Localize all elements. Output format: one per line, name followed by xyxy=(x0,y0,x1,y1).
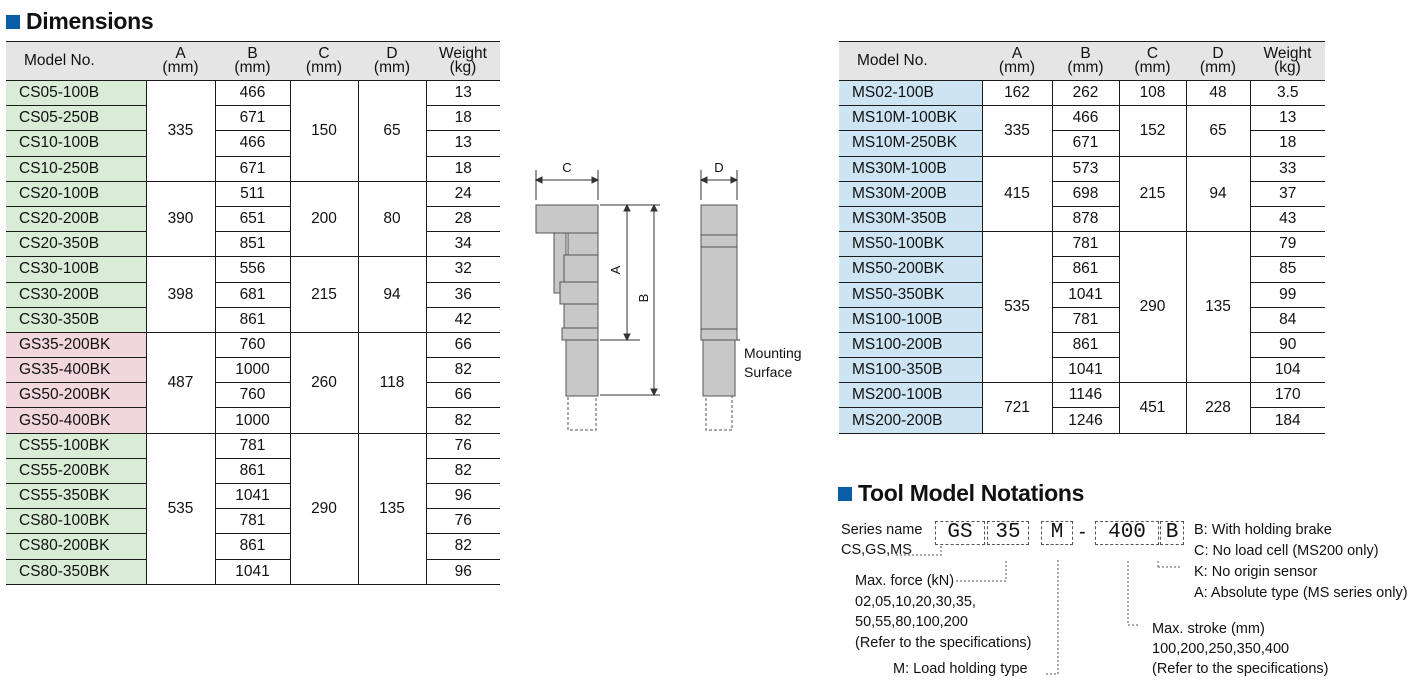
model-cell: MS50-100BK xyxy=(839,232,982,257)
title-square-icon xyxy=(838,487,852,501)
b-cell: 671 xyxy=(215,106,290,131)
left-dimensions-table xyxy=(6,41,500,585)
c-cell: 215 xyxy=(1119,156,1186,232)
table-row xyxy=(839,181,1325,206)
right-dimensions-table xyxy=(839,41,1325,434)
notation-title: Tool Model Notations xyxy=(838,480,1084,507)
weight-cell: 18 xyxy=(426,156,500,181)
b-cell: 1041 xyxy=(215,559,290,584)
b-cell: 466 xyxy=(215,131,290,156)
b-cell: 861 xyxy=(1052,332,1119,357)
table-row xyxy=(839,232,1325,257)
b-cell: 760 xyxy=(215,332,290,357)
table-row xyxy=(839,358,1325,383)
model-cell: MS50-350BK xyxy=(839,282,982,307)
diagram-mounting-label: Mounting xyxy=(744,345,802,361)
notation-box-type: M xyxy=(1041,521,1073,545)
weight-cell: 76 xyxy=(426,433,500,458)
model-cell: MS200-200B xyxy=(839,408,982,433)
model-cell: CS80-100BK xyxy=(6,509,146,534)
table-row xyxy=(839,257,1325,282)
a-cell: 162 xyxy=(982,81,1052,106)
table-row xyxy=(6,106,500,131)
d-cell: 80 xyxy=(358,181,426,257)
weight-cell: 82 xyxy=(426,358,500,383)
model-cell: MS10M-250BK xyxy=(839,131,982,156)
b-cell: 698 xyxy=(1052,181,1119,206)
header-c: C (mm) xyxy=(290,42,358,81)
weight-cell: 18 xyxy=(426,106,500,131)
model-cell: CS10-250B xyxy=(6,156,146,181)
model-cell: MS100-200B xyxy=(839,332,982,357)
c-cell: 215 xyxy=(290,257,358,333)
dimensions-title: Dimensions xyxy=(6,8,153,35)
table-row xyxy=(6,257,500,282)
weight-cell: 104 xyxy=(1250,358,1325,383)
d-cell: 228 xyxy=(1186,383,1250,433)
model-cell: CS80-200BK xyxy=(6,534,146,559)
a-cell: 335 xyxy=(982,106,1052,156)
notation-box-stroke: 400 xyxy=(1095,521,1159,545)
option-c: C: No load cell (MS200 only) xyxy=(1194,543,1379,559)
b-cell: 1000 xyxy=(215,408,290,433)
model-cell: MS50-200BK xyxy=(839,257,982,282)
weight-cell: 82 xyxy=(426,458,500,483)
model-cell: MS30M-350B xyxy=(839,206,982,231)
weight-cell: 170 xyxy=(1250,383,1325,408)
header-a: A (mm) xyxy=(982,42,1052,81)
c-cell: 260 xyxy=(290,332,358,433)
model-cell: CS10-100B xyxy=(6,131,146,156)
model-cell: CS80-350BK xyxy=(6,559,146,584)
b-cell: 1146 xyxy=(1052,383,1119,408)
b-cell: 781 xyxy=(215,433,290,458)
b-cell: 556 xyxy=(215,257,290,282)
diagram-label-c: C xyxy=(562,160,572,175)
b-cell: 1246 xyxy=(1052,408,1119,433)
table-row xyxy=(6,181,500,206)
a-cell: 390 xyxy=(146,181,215,257)
b-cell: 878 xyxy=(1052,206,1119,231)
model-cell: MS200-100B xyxy=(839,383,982,408)
table-row xyxy=(6,332,500,357)
model-cell: CS55-350BK xyxy=(6,484,146,509)
model-cell: MS30M-200B xyxy=(839,181,982,206)
model-cell: CS30-200B xyxy=(6,282,146,307)
option-b: B: With holding brake xyxy=(1194,522,1332,538)
b-cell: 511 xyxy=(215,181,290,206)
header-weight: Weight (kg) xyxy=(426,42,500,81)
a-cell: 721 xyxy=(982,383,1052,433)
table-row xyxy=(6,156,500,181)
stroke-ref: (Refer to the specifications) xyxy=(1152,661,1329,677)
table-row xyxy=(6,232,500,257)
model-cell: MS30M-100B xyxy=(839,156,982,181)
model-cell: CS30-350B xyxy=(6,307,146,332)
table-row xyxy=(839,81,1325,106)
b-cell: 781 xyxy=(1052,232,1119,257)
weight-cell: 32 xyxy=(426,257,500,282)
table-row xyxy=(6,458,500,483)
header-d: D (mm) xyxy=(358,42,426,81)
model-cell: MS100-350B xyxy=(839,358,982,383)
option-k: K: No origin sensor xyxy=(1194,564,1318,580)
header-model: Model No. xyxy=(839,42,982,81)
stroke-values: 100,200,250,350,400 xyxy=(1152,641,1290,657)
b-cell: 861 xyxy=(215,307,290,332)
notation-box-option: B xyxy=(1160,521,1184,545)
c-cell: 290 xyxy=(290,433,358,584)
b-cell: 466 xyxy=(1052,106,1119,131)
weight-cell: 33 xyxy=(1250,156,1325,181)
weight-cell: 96 xyxy=(426,484,500,509)
b-cell: 671 xyxy=(1052,131,1119,156)
header-weight: Weight (kg) xyxy=(1250,42,1325,81)
weight-cell: 96 xyxy=(426,559,500,584)
force-values-1: 02,05,10,20,30,35, xyxy=(855,594,976,610)
b-cell: 861 xyxy=(1052,257,1119,282)
a-cell: 535 xyxy=(982,232,1052,383)
table-row xyxy=(6,433,500,458)
d-cell: 135 xyxy=(358,433,426,584)
b-cell: 851 xyxy=(215,232,290,257)
table-row xyxy=(839,131,1325,156)
diagram-surface-label: Surface xyxy=(744,364,793,380)
model-cell: CS20-100B xyxy=(6,181,146,206)
b-cell: 861 xyxy=(215,534,290,559)
weight-cell: 85 xyxy=(1250,257,1325,282)
weight-cell: 184 xyxy=(1250,408,1325,433)
d-cell: 94 xyxy=(1186,156,1250,232)
model-cell: GS50-200BK xyxy=(6,383,146,408)
a-cell: 487 xyxy=(146,332,215,433)
force-ref: (Refer to the specifications) xyxy=(855,635,1032,651)
table-row xyxy=(839,206,1325,231)
b-cell: 466 xyxy=(215,81,290,106)
notation-box-force: 35 xyxy=(987,521,1029,545)
stroke-label: Max. stroke (mm) xyxy=(1152,621,1265,637)
model-cell: GS35-200BK xyxy=(6,332,146,357)
b-cell: 262 xyxy=(1052,81,1119,106)
c-cell: 150 xyxy=(290,81,358,182)
c-cell: 152 xyxy=(1119,106,1186,156)
table-row xyxy=(6,131,500,156)
title-square-icon xyxy=(6,15,20,29)
diagram-label-b: B xyxy=(636,293,651,303)
weight-cell: 28 xyxy=(426,206,500,231)
b-cell: 781 xyxy=(1052,307,1119,332)
model-cell: MS02-100B xyxy=(839,81,982,106)
table-row xyxy=(839,332,1325,357)
c-cell: 200 xyxy=(290,181,358,257)
series-name-label: Series name xyxy=(841,522,923,538)
d-cell: 65 xyxy=(1186,106,1250,156)
model-cell: MS100-100B xyxy=(839,307,982,332)
b-cell: 671 xyxy=(215,156,290,181)
diagram-label-d: D xyxy=(714,160,724,175)
header-b: B (mm) xyxy=(215,42,290,81)
b-cell: 781 xyxy=(215,509,290,534)
notation-box-series: GS xyxy=(935,521,985,545)
model-cell: CS55-200BK xyxy=(6,458,146,483)
d-cell: 48 xyxy=(1186,81,1250,106)
table-row xyxy=(6,383,500,408)
option-a: A: Absolute type (MS series only) xyxy=(1194,585,1408,601)
d-cell: 118 xyxy=(358,332,426,433)
weight-cell: 79 xyxy=(1250,232,1325,257)
table-row xyxy=(6,509,500,534)
b-cell: 573 xyxy=(1052,156,1119,181)
table-row xyxy=(839,307,1325,332)
table-row xyxy=(6,282,500,307)
b-cell: 651 xyxy=(215,206,290,231)
a-cell: 535 xyxy=(146,433,215,584)
table-row xyxy=(6,358,500,383)
table-header-row xyxy=(6,42,500,81)
header-model: Model No. xyxy=(6,42,146,81)
a-cell: 415 xyxy=(982,156,1052,232)
weight-cell: 34 xyxy=(426,232,500,257)
table-row xyxy=(839,106,1325,131)
force-values-2: 50,55,80,100,200 xyxy=(855,614,968,630)
model-cell: CS30-100B xyxy=(6,257,146,282)
weight-cell: 76 xyxy=(426,509,500,534)
weight-cell: 90 xyxy=(1250,332,1325,357)
table-row xyxy=(6,408,500,433)
table-row xyxy=(839,408,1325,433)
header-b: B (mm) xyxy=(1052,42,1119,81)
c-cell: 290 xyxy=(1119,232,1186,383)
table-row xyxy=(839,282,1325,307)
weight-cell: 3.5 xyxy=(1250,81,1325,106)
weight-cell: 36 xyxy=(426,282,500,307)
model-cell: CS05-100B xyxy=(6,81,146,106)
d-cell: 135 xyxy=(1186,232,1250,383)
b-cell: 1041 xyxy=(1052,358,1119,383)
model-cell: CS55-100BK xyxy=(6,433,146,458)
weight-cell: 24 xyxy=(426,181,500,206)
table-row xyxy=(6,484,500,509)
a-cell: 398 xyxy=(146,257,215,333)
b-cell: 681 xyxy=(215,282,290,307)
table-row xyxy=(6,81,500,106)
d-cell: 94 xyxy=(358,257,426,333)
weight-cell: 66 xyxy=(426,332,500,357)
model-cell: MS10M-100BK xyxy=(839,106,982,131)
table-row xyxy=(6,534,500,559)
c-cell: 108 xyxy=(1119,81,1186,106)
weight-cell: 99 xyxy=(1250,282,1325,307)
load-holding-label: M: Load holding type xyxy=(893,661,1028,677)
force-label: Max. force (kN) xyxy=(855,573,955,589)
header-d: D (mm) xyxy=(1186,42,1250,81)
d-cell: 65 xyxy=(358,81,426,182)
weight-cell: 43 xyxy=(1250,206,1325,231)
diagram-label-a: A xyxy=(608,265,623,275)
series-list: CS,GS,MS xyxy=(841,542,912,558)
weight-cell: 42 xyxy=(426,307,500,332)
header-a: A (mm) xyxy=(146,42,215,81)
header-c: C (mm) xyxy=(1119,42,1186,81)
weight-cell: 82 xyxy=(426,534,500,559)
model-cell: CS20-200B xyxy=(6,206,146,231)
weight-cell: 13 xyxy=(426,131,500,156)
table-row xyxy=(6,307,500,332)
table-row xyxy=(6,559,500,584)
model-cell: CS05-250B xyxy=(6,106,146,131)
tool-model-notation xyxy=(836,515,1417,689)
weight-cell: 82 xyxy=(426,408,500,433)
a-cell: 335 xyxy=(146,81,215,182)
weight-cell: 13 xyxy=(1250,106,1325,131)
model-cell: GS50-400BK xyxy=(6,408,146,433)
weight-cell: 66 xyxy=(426,383,500,408)
model-cell: CS20-350B xyxy=(6,232,146,257)
table-row xyxy=(839,156,1325,181)
weight-cell: 37 xyxy=(1250,181,1325,206)
table-row xyxy=(839,383,1325,408)
model-cell: GS35-400BK xyxy=(6,358,146,383)
weight-cell: 13 xyxy=(426,81,500,106)
c-cell: 451 xyxy=(1119,383,1186,433)
weight-cell: 18 xyxy=(1250,131,1325,156)
table-header-row xyxy=(839,42,1325,81)
notation-dash: - xyxy=(1079,521,1086,543)
b-cell: 1041 xyxy=(1052,282,1119,307)
b-cell: 1000 xyxy=(215,358,290,383)
b-cell: 861 xyxy=(215,458,290,483)
weight-cell: 84 xyxy=(1250,307,1325,332)
b-cell: 1041 xyxy=(215,484,290,509)
b-cell: 760 xyxy=(215,383,290,408)
table-row xyxy=(6,206,500,231)
actuator-dimension-diagram xyxy=(520,150,820,440)
